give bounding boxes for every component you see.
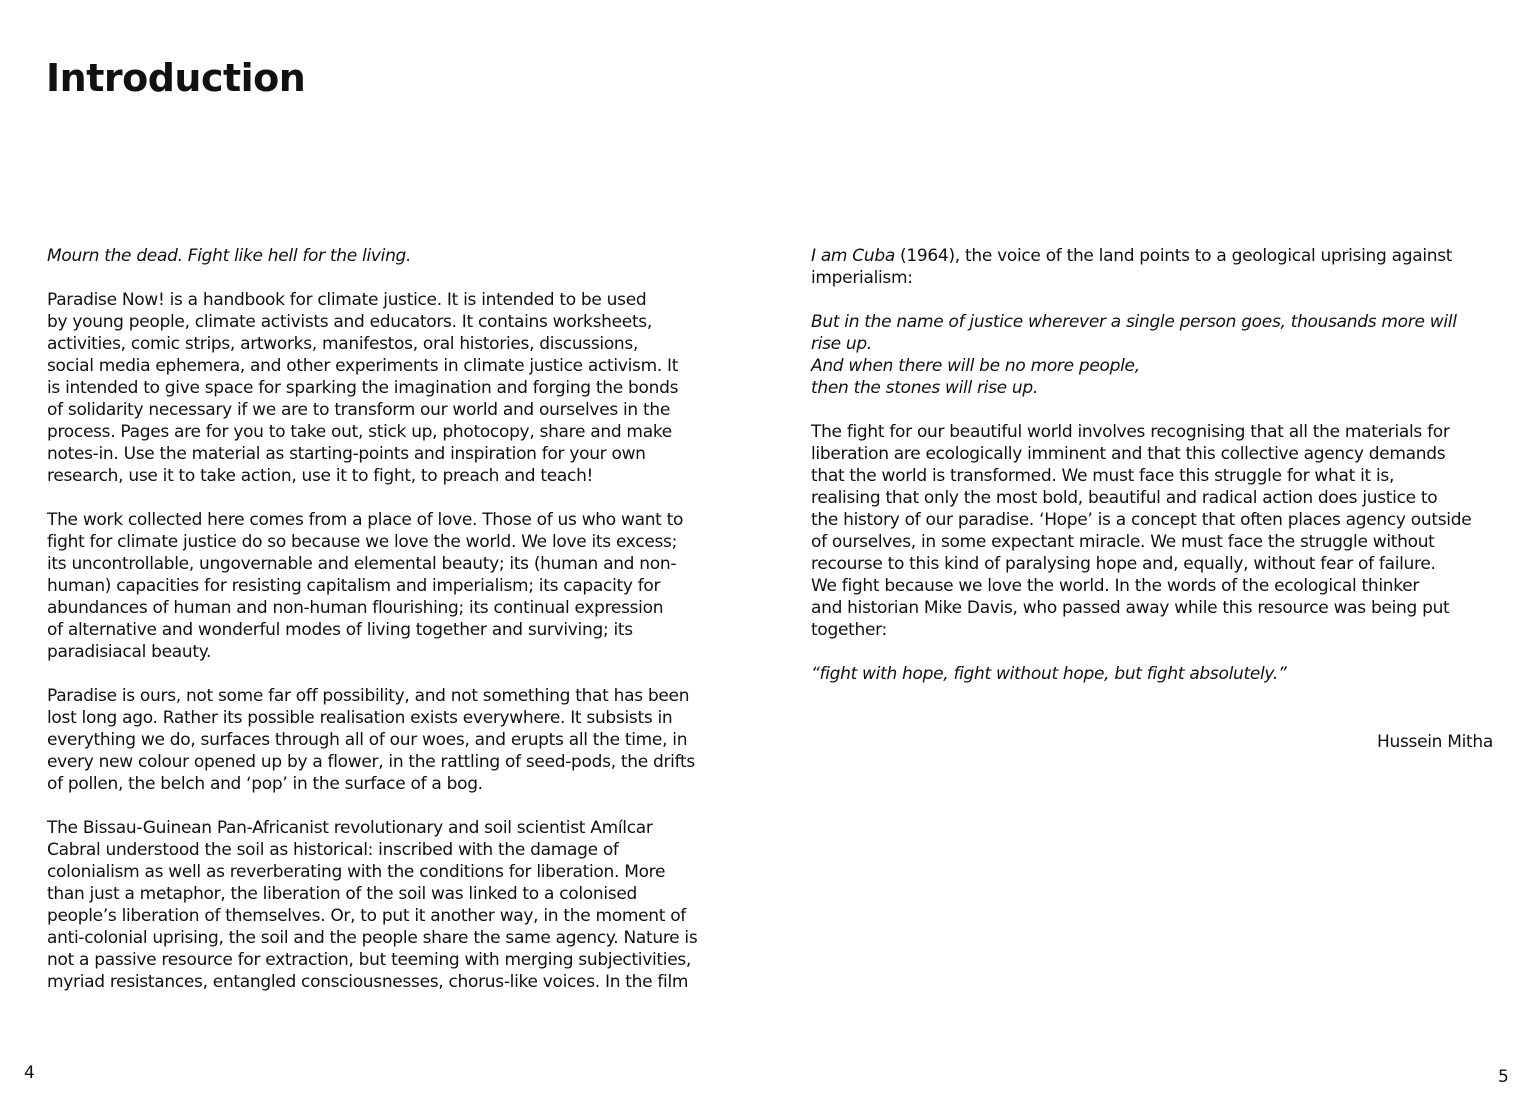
closing-quote: “fight with hope, fight without hope, but fight absolutely.” [811, 664, 1287, 684]
left-column [47, 245, 737, 993]
text-line: together: [811, 620, 887, 640]
paragraph-paradise [47, 685, 737, 795]
text-line: its uncontrollable, ungovernable and elemental beauty; its (human and non- [47, 554, 677, 574]
text-line: of pollen, the belch and ‘pop’ in the surface of a bog. [47, 774, 483, 794]
quote-line: And when there will be no more people, [811, 356, 1140, 376]
text-line: by young people, climate activists and educators. It contains worksheets, [47, 312, 652, 332]
text-line: people’s liberation of themselves. Or, to put it another way, in the moment of [47, 906, 686, 926]
text-line: The work collected here comes from a place of love. Those of us who want to [47, 510, 684, 530]
film-quote [811, 311, 1501, 399]
text-line: of solidarity necessary if we are to transform our world and ourselves in the [47, 400, 671, 420]
text-line: of ourselves, in some expectant miracle. We must face the struggle without [811, 532, 1435, 552]
text-line: every new colour opened up by a flower, in the rattling of seed-pods, the drifts [47, 752, 695, 772]
text-line: colonialism as well as reverberating with the conditions for liberation. More [47, 862, 666, 882]
quote-line: But in the name of justice wherever a single person goes, thousands more will [811, 312, 1457, 332]
paragraph-gap [811, 399, 1501, 421]
text-line: imperialism: [811, 268, 913, 288]
page-number-right: 5 [1498, 1067, 1509, 1087]
text-line: fight for climate justice do so because we love the world. We love its excess; [47, 532, 678, 552]
paragraph-handbook [47, 289, 737, 487]
paragraph-gap [811, 641, 1501, 663]
text-line: activities, comic strips, artworks, manifestos, oral histories, discussions, [47, 334, 639, 354]
author-signature: Hussein Mitha [1377, 732, 1493, 752]
page-title: Introduction [46, 56, 306, 100]
text-line: not a passive resource for extraction, but teeming with merging subjectivities, [47, 950, 692, 970]
film-intro-line [811, 245, 1501, 267]
text-line: abundances of human and non-human flourishing; its continual expression [47, 598, 664, 618]
text-line: Paradise Now! is a handbook for climate justice. It is intended to be used [47, 290, 647, 310]
text-line: of alternative and wonderful modes of living together and surviving; its [47, 620, 633, 640]
text-line: recourse to this kind of paralysing hope and, equally, without fear of failure. [811, 554, 1436, 574]
right-column [811, 245, 1501, 685]
page-number-left: 4 [24, 1063, 35, 1083]
text-line: paradisiacal beauty. [47, 642, 212, 662]
text-line: social media ephemera, and other experiments in climate justice activism. It [47, 356, 679, 376]
text-line: the history of our paradise. ‘Hope’ is a concept that often places agency outside [811, 510, 1472, 530]
paragraph-fight [811, 421, 1501, 641]
quote-line: rise up. [811, 334, 873, 354]
text-line: research, use it to take action, use it to fight, to preach and teach! [47, 466, 594, 486]
paragraph-gap [47, 487, 737, 509]
text-line: myriad resistances, entangled consciousnesses, chorus-like voices. In the film [47, 972, 689, 992]
paragraph-love [47, 509, 737, 663]
text-line: realising that only the most bold, beautiful and radical action does justice to [811, 488, 1438, 508]
text-line: Cabral understood the soil as historical: inscribed with the damage of [47, 840, 619, 860]
text-line: and historian Mike Davis, who passed away while this resource was being put [811, 598, 1450, 618]
quote-line: then the stones will rise up. [811, 378, 1038, 398]
paragraph-gap [811, 289, 1501, 311]
text-line: human) capacities for resisting capitalism and imperialism; its capacity for [47, 576, 661, 596]
text-line: We fight because we love the world. In the words of the ecological thinker [811, 576, 1420, 596]
paragraph-cabral [47, 817, 737, 993]
text-line: than just a metaphor, the liberation of the soil was linked to a colonised [47, 884, 637, 904]
paragraph-gap [47, 663, 737, 685]
paragraph-gap [47, 267, 737, 289]
text-line: anti-colonial uprising, the soil and the people share the same agency. Nature is [47, 928, 698, 948]
text-line: everything we do, surfaces through all of our woes, and erupts all the time, in [47, 730, 688, 750]
film-intro-text: (1964), the voice of the land points to a geological uprising against [894, 246, 1453, 266]
text-line: process. Pages are for you to take out, stick up, photocopy, share and make [47, 422, 672, 442]
text-line: lost long ago. Rather its possible realisation exists everywhere. It subsists in [47, 708, 673, 728]
text-line: that the world is transformed. We must face this struggle for what it is, [811, 466, 1395, 486]
paragraph-gap [47, 795, 737, 817]
film-title: I am Cuba [811, 246, 895, 266]
text-line: is intended to give space for sparking the imagination and forging the bonds [47, 378, 679, 398]
epigraph: Mourn the dead. Fight like hell for the living. [47, 246, 412, 266]
text-line: Paradise is ours, not some far off possibility, and not something that has been [47, 686, 690, 706]
text-line: notes-in. Use the material as starting-points and inspiration for your own [47, 444, 646, 464]
text-line: The fight for our beautiful world involves recognising that all the materials for [811, 422, 1450, 442]
text-line: The Bissau-Guinean Pan-Africanist revolutionary and soil scientist Amílcar [47, 818, 653, 838]
text-line: liberation are ecologically imminent and that this collective agency demands [811, 444, 1446, 464]
